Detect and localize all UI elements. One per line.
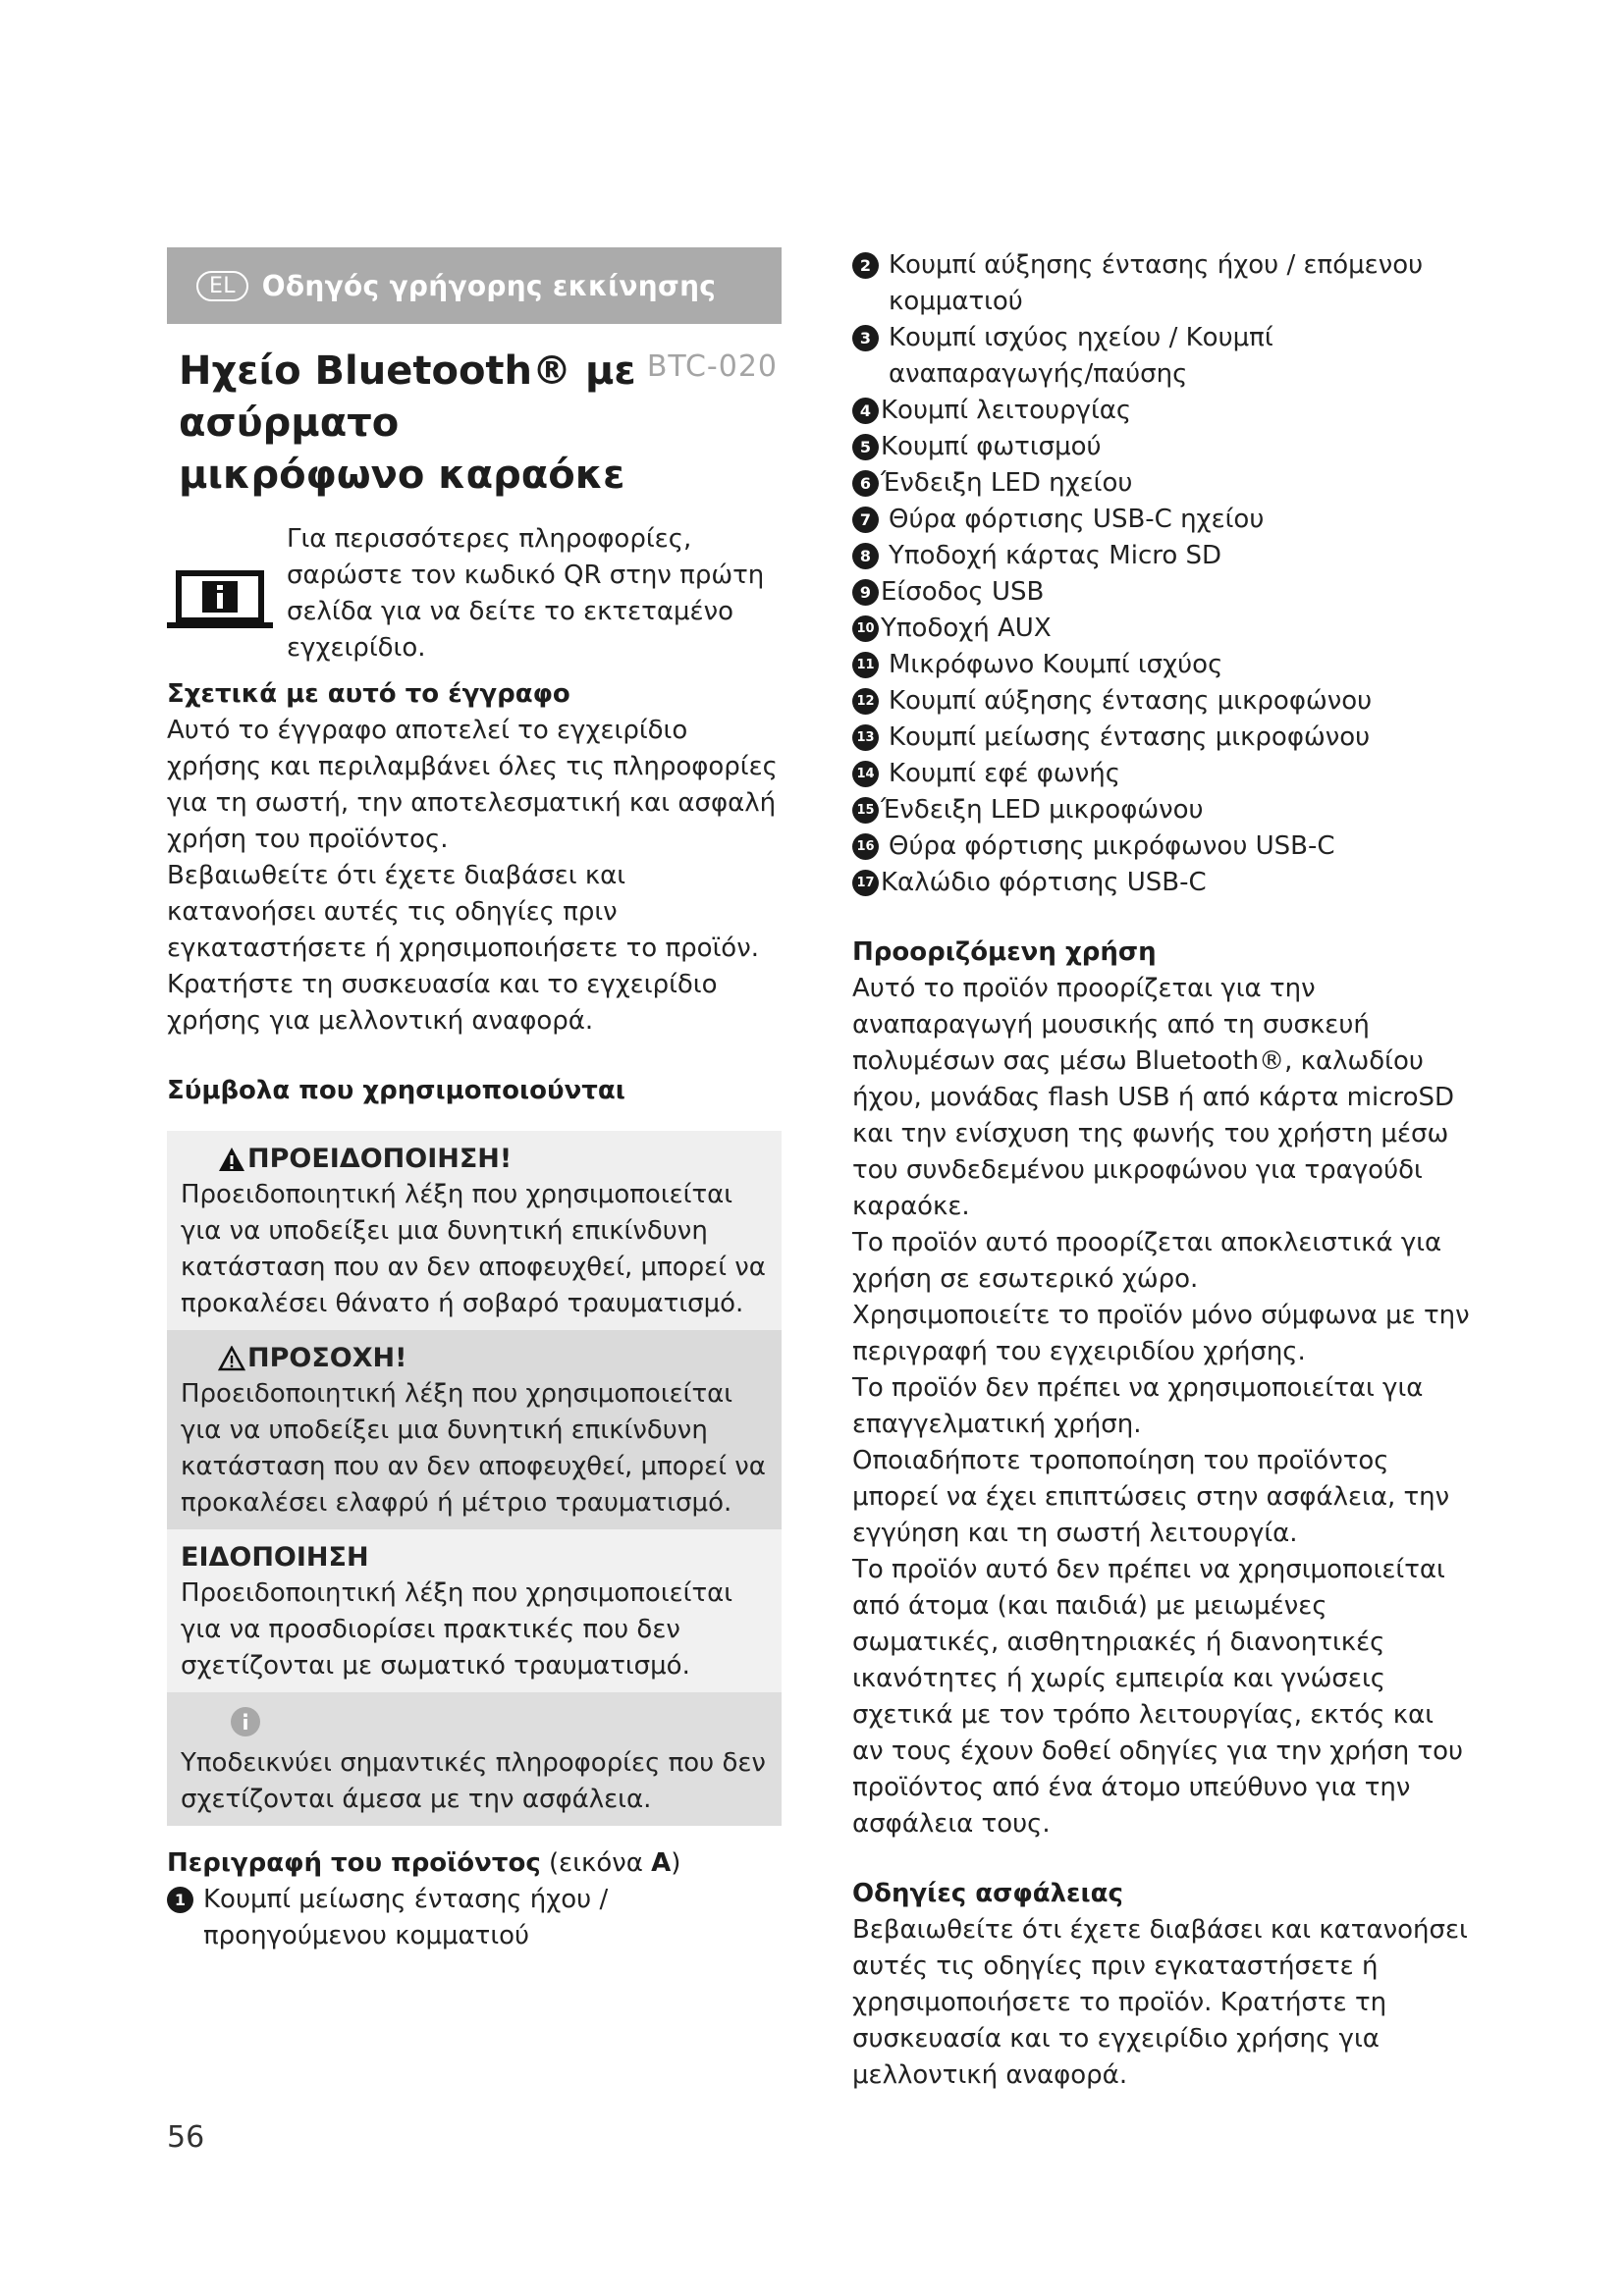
caution-text: Προειδοποιητική λέξη που χρησιμοποιείται για να υποδείξει μια δυνητική επικίνδυνη κατάσταση που αν δεν αποφευχθεί, μπορεί να προκαλέσει ελαφρύ ή μέτριο τραυματισμό. xyxy=(181,1379,766,1518)
number-badge: 12 xyxy=(852,688,879,715)
list-item xyxy=(167,1882,782,1954)
number-badge: 3 xyxy=(852,325,879,351)
list-item xyxy=(852,828,1471,865)
list-item-text: Κουμπί μείωσης έντασης ήχου / προηγούμενου κομματιού xyxy=(203,1885,609,1950)
intended-use-paragraph: Το προϊόν αυτό προορίζεται αποκλειστικά για χρήση σε εσωτερικό χώρο. xyxy=(852,1228,1442,1294)
info-circle-icon xyxy=(230,1706,261,1737)
list-item-text: Κουμπί λειτουργίας xyxy=(881,396,1132,425)
number-badge: 17 xyxy=(852,870,879,896)
language-header-bar xyxy=(167,247,782,324)
list-item-text: Θύρα φόρτισης USB-C ηχείου xyxy=(889,505,1265,534)
list-item-text: Ένδειξη LED μικροφώνου xyxy=(881,795,1204,825)
number-badge: 9 xyxy=(852,579,879,606)
number-badge: 4 xyxy=(852,398,879,424)
caution-triangle-icon xyxy=(218,1346,245,1371)
warning-box xyxy=(167,1131,782,1330)
info-box xyxy=(167,1692,782,1826)
number-badge: 5 xyxy=(852,434,879,460)
list-item-text: Κουμπί εφέ φωνής xyxy=(889,759,1120,788)
list-item-text: Κουμπί ισχύος ηχείου / Κουμπί αναπαραγωγής/παύσης xyxy=(889,323,1273,389)
product-title: Ηχείο Bluetooth® με ασύρματο μικρόφωνο καραόκε xyxy=(179,348,636,498)
page-number: 56 xyxy=(167,2120,205,2155)
list-item xyxy=(852,574,1471,611)
list-item xyxy=(852,611,1471,647)
about-paragraph-2: Βεβαιωθείτε ότι έχετε διαβάσει και κατανοήσει αυτές τις οδηγίες πριν εγκαταστήσετε ή χρησιμοποιήσετε το προϊόν. Κρατήστε τη συσκευασία και το εγχειρίδιο χρήσης για μελλοντική αναφορά. xyxy=(167,861,760,1036)
safety-section xyxy=(852,1876,1471,2094)
number-badge: 2 xyxy=(852,252,879,279)
list-item xyxy=(852,683,1471,720)
laptop-info-icon xyxy=(167,535,273,667)
right-column xyxy=(852,247,1471,2094)
number-badge: 11 xyxy=(852,652,879,678)
list-item-text: Είσοδος USB xyxy=(881,577,1045,607)
list-item-text: Ένδειξη LED ηχείου xyxy=(881,468,1133,498)
model-number: BTC-020 xyxy=(646,349,778,384)
list-item xyxy=(852,320,1471,393)
list-item-text: Υποδοχή AUX xyxy=(881,614,1052,643)
number-badge: 14 xyxy=(852,761,879,787)
list-item-text: Κουμπί φωτισμού xyxy=(881,432,1102,461)
list-item xyxy=(852,720,1471,756)
list-item xyxy=(852,792,1471,828)
symbols-heading: Σύμβολα που χρησιμοποιούνται xyxy=(167,1076,625,1105)
about-paragraph-1: Αυτό το έγγραφο αποτελεί το εγχειρίδιο χρήσης και περιλαμβάνει όλες τις πληροφορίες για τη σωστή, την αποτελεσματική και ασφαλή χρήση του προϊόντος. xyxy=(167,716,778,854)
list-item xyxy=(852,465,1471,502)
about-heading: Σχετικά με αυτό το έγγραφο xyxy=(167,679,570,709)
list-item xyxy=(852,393,1471,429)
list-item xyxy=(852,647,1471,683)
list-item-text: Υποδοχή κάρτας Micro SD xyxy=(889,541,1222,570)
safety-heading: Οδηγίες ασφάλειας xyxy=(852,1879,1123,1908)
list-item xyxy=(852,756,1471,792)
list-item-text: Θύρα φόρτισης μικρόφωνου USB-C xyxy=(889,831,1335,861)
intended-use-paragraph: Το προϊόν αυτό δεν πρέπει να χρησιμοποιείται από άτομα (και παιδιά) με μειωμένες σωματικές, αισθητηριακές ή διανοητικές ικανότητες ή χωρίς εμπειρία και γνώσεις σχετικά με τον τρόπο λειτουργίας, εκτός και αν τους έχουν δοθεί οδηγίες για την χρήση του προϊόντος από ένα άτομο υπεύθυνο για την ασφάλεια τους. xyxy=(852,1555,1464,1839)
info-note-text: Για περισσότερες πληροφορίες, σαρώστε τον κωδικό QR στην πρώτη σελίδα για να δείτε το εκτεταμένο εγχειρίδιο. xyxy=(287,524,765,663)
product-title-row xyxy=(167,346,782,502)
intended-use-section xyxy=(852,934,1471,1842)
list-item xyxy=(852,865,1471,901)
guide-title: Οδηγός γρήγορης εκκίνησης xyxy=(261,269,717,302)
number-badge: 8 xyxy=(852,543,879,569)
safety-paragraph: Βεβαιωθείτε ότι έχετε διαβάσει και κατανοήσει αυτές τις οδηγίες πριν εγκαταστήσετε ή χρησιμοποιήσετε το προϊόν. Κρατήστε τη συσκευασία και το εγχειρίδιο χρήσης για μελλοντική αναφορά. xyxy=(852,1915,1468,2090)
notice-title: ΕΙΔΟΠΟΙΗΣΗ xyxy=(181,1542,369,1573)
intended-use-paragraph: Το προϊόν δεν πρέπει να χρησιμοποιείται για επαγγελματική χρήση. xyxy=(852,1373,1424,1439)
figure-ref-close: ) xyxy=(671,1848,681,1878)
caution-box xyxy=(167,1330,782,1529)
warning-title: ΠΡΟΕΙΔΟΠΟΙΗΣΗ! xyxy=(247,1144,513,1174)
language-badge: EL xyxy=(196,271,248,301)
list-item-text: Καλώδιο φόρτισης USB-C xyxy=(881,868,1207,897)
extended-manual-note xyxy=(167,521,782,667)
intended-use-paragraph: Αυτό το προϊόν προορίζεται για την αναπαραγωγή μουσικής από τη συσκευή πολυμέσων σας μέσω Bluetooth®, καλωδίου ήχου, μονάδας flash USB ή από κάρτα microSD και την ενίσχυση της φωνής του χρήστη μέσω του συνδεδεμένου μικροφώνου για τραγούδι καραόκε. xyxy=(852,974,1455,1221)
notice-box xyxy=(167,1529,782,1692)
number-badge: 16 xyxy=(852,833,879,860)
list-item xyxy=(852,502,1471,538)
list-item-text: Κουμπί μείωσης έντασης μικροφώνου xyxy=(889,722,1371,752)
warning-triangle-icon xyxy=(218,1147,245,1172)
number-badge: 6 xyxy=(852,470,879,497)
warning-text: Προειδοποιητική λέξη που χρησιμοποιείται για να υποδείξει μια δυνητική επικίνδυνη κατάσταση που αν δεν αποφευχθεί, μπορεί να προκαλέσει θάνατο ή σοβαρό τραυματισμό. xyxy=(181,1180,766,1318)
description-heading: Περιγραφή του προϊόντος xyxy=(167,1848,541,1878)
list-item xyxy=(852,538,1471,574)
number-badge: 15 xyxy=(852,797,879,824)
list-item-text: Κουμπί αύξησης έντασης μικροφώνου xyxy=(889,686,1373,716)
number-badge: 13 xyxy=(852,724,879,751)
left-column xyxy=(167,247,782,1954)
number-badge: 10 xyxy=(852,615,879,642)
list-item xyxy=(852,429,1471,465)
number-badge: 7 xyxy=(852,507,879,533)
info-text: Υποδεικνύει σημαντικές πληροφορίες που δεν σχετίζονται άμεσα με την ασφάλεια. xyxy=(181,1748,766,1814)
intended-use-paragraph: Οποιαδήποτε τροποποίηση του προϊόντος μπορεί να έχει επιπτώσεις στην ασφάλεια, την εγγύηση και τη σωστή λειτουργία. xyxy=(852,1446,1450,1548)
number-badge: 1 xyxy=(167,1887,193,1913)
figure-ref-open: (εικόνα xyxy=(540,1848,652,1878)
caution-title: ΠΡΟΣΟΧΗ! xyxy=(247,1343,407,1373)
figure-letter: A xyxy=(651,1848,672,1878)
notice-text: Προειδοποιητική λέξη που χρησιμοποιείται για να προσδιορίσει πρακτικές που δεν σχετίζονται με σωματικό τραυματισμό. xyxy=(181,1578,733,1681)
intended-use-paragraph: Χρησιμοποιείτε το προϊόν μόνο σύμφωνα με την περιγραφή του εγχειριδίου χρήσης. xyxy=(852,1301,1470,1366)
intended-use-heading: Προοριζόμενη χρήση xyxy=(852,937,1157,967)
description-heading-line xyxy=(167,1845,782,1882)
list-item xyxy=(852,247,1471,320)
list-item-text: Μικρόφωνο Κουμπί ισχύος xyxy=(889,650,1223,679)
about-section xyxy=(167,676,782,1040)
list-item-text: Κουμπί αύξησης έντασης ήχου / επόμενου κομματιού xyxy=(889,250,1424,316)
